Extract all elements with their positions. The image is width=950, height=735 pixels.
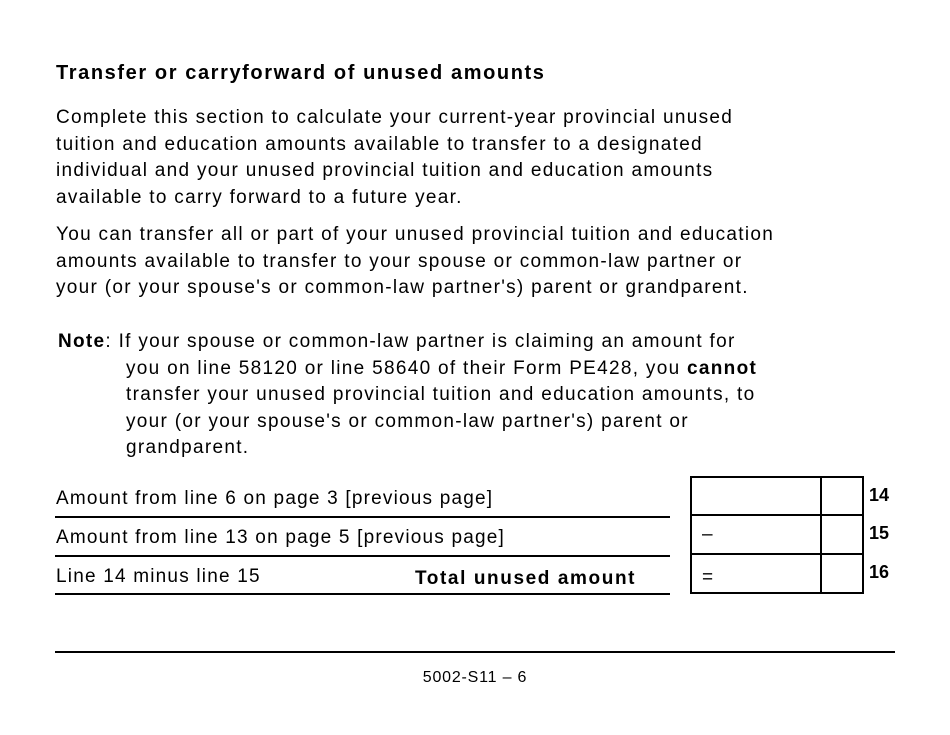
- note-block: [56, 329, 906, 462]
- line-number-16: 16: [869, 562, 890, 582]
- section-title: Transfer or carryforward of unused amounts: [56, 62, 546, 84]
- line-15-amount-field[interactable]: [690, 514, 864, 555]
- line-14-amount-field[interactable]: [690, 476, 864, 516]
- row-divider: [55, 516, 670, 518]
- page-number: 5002-S11 – 6: [422, 669, 528, 686]
- note-emphasis: cannot: [687, 357, 758, 379]
- transfer-line: amounts available to transfer to your spouse or common-law partner or: [56, 250, 743, 272]
- row-divider: [55, 555, 670, 557]
- line-16-amount-field[interactable]: [690, 553, 864, 594]
- note-line: transfer your unused provincial tuition and education amounts, to: [126, 384, 756, 405]
- intro-line: tuition and education amounts available to transfer to a designated: [56, 133, 703, 155]
- note-text: : If your spouse or common-law partner is claiming an amount for: [105, 331, 736, 352]
- note-line: your (or your spouse's or common-law partner's) parent or: [126, 410, 689, 432]
- equals-operator: =: [702, 567, 714, 588]
- note-label: Note: [58, 331, 106, 352]
- intro-line: Complete this section to calculate your current-year provincial unused: [56, 107, 734, 128]
- note-text: you on line 58120 or line 58640 of their Form PE428, you: [126, 357, 688, 379]
- intro-line: individual and your unused provincial tuition and education amounts: [56, 160, 714, 181]
- note-line: grandparent.: [126, 437, 250, 458]
- cents-divider: [820, 478, 822, 514]
- footer-rule: [55, 651, 895, 653]
- line-15-label: Amount from line 13 on page 5 [previous page]: [56, 527, 506, 548]
- line-14-label: Amount from line 6 on page 3 [previous page]: [56, 488, 494, 509]
- cents-divider: [820, 555, 822, 592]
- line-number-14: 14: [869, 485, 890, 505]
- cents-divider: [820, 516, 822, 553]
- transfer-line: You can transfer all or part of your unused provincial tuition and education: [56, 224, 775, 245]
- note-line: [56, 356, 906, 383]
- transfer-paragraph: [56, 222, 906, 302]
- note-line: [56, 329, 906, 356]
- line-number-15: 15: [869, 523, 890, 543]
- intro-paragraph: [56, 105, 906, 211]
- intro-line: available to carry forward to a future year.: [56, 186, 463, 208]
- row-divider: [55, 593, 670, 595]
- minus-operator: –: [702, 524, 713, 545]
- transfer-line: your (or your spouse's or common-law partner's) parent or grandparent.: [56, 277, 749, 298]
- line-16-label: Line 14 minus line 15: [56, 566, 261, 587]
- total-unused-amount-label: Total unused amount: [415, 568, 637, 589]
